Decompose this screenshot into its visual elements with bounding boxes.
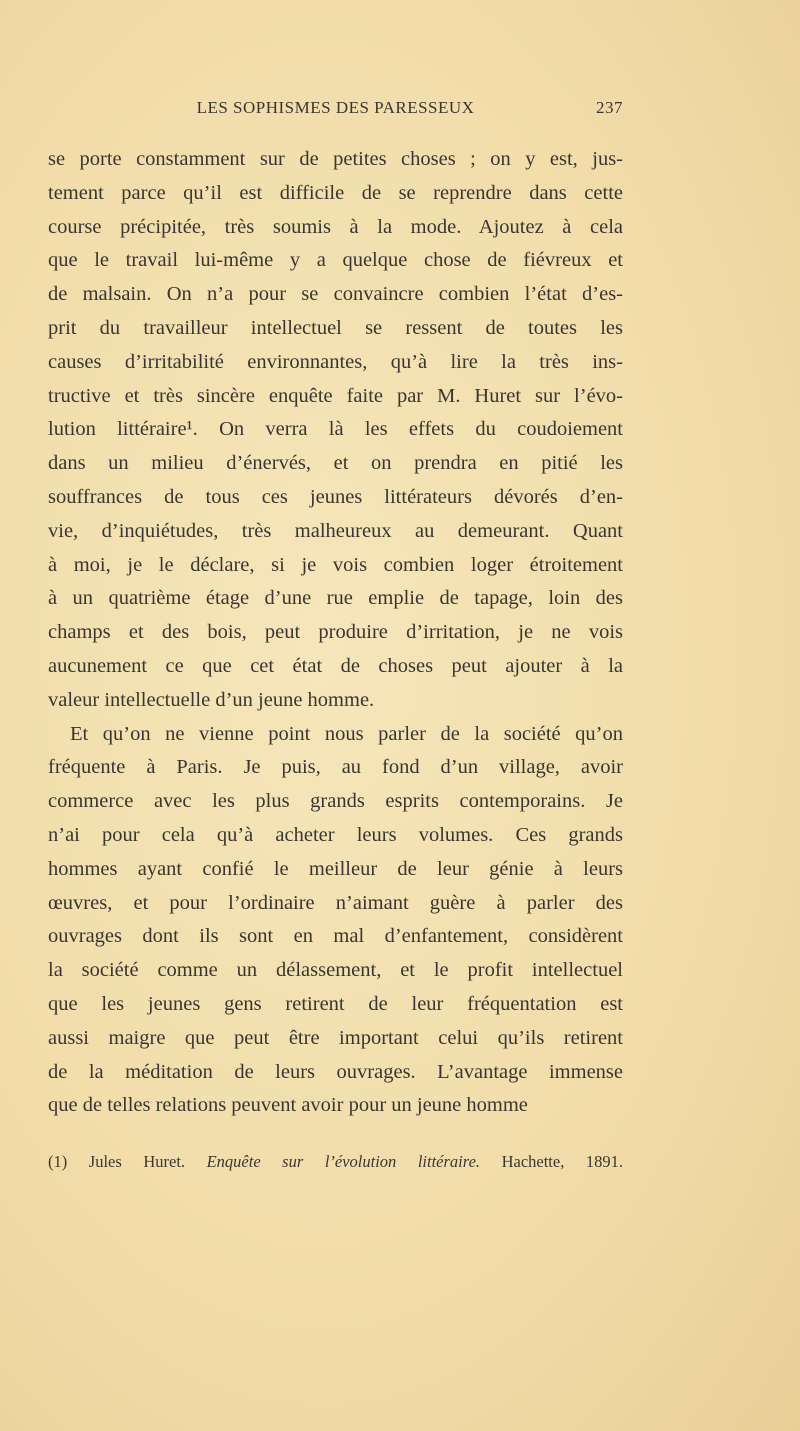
text-line: Et qu’on ne vienne point nous parler de la société qu’on bbox=[70, 722, 623, 745]
text-line: à moi, je le déclare, si je vois combien loger étroitement bbox=[48, 553, 623, 576]
footnote-title: Enquête sur l’évolution littéraire. bbox=[206, 1152, 481, 1171]
text-line: aucunement ce que cet état de choses peut ajouter à la bbox=[48, 654, 623, 677]
text-line: la société comme un délassement, et le profit intellectuel bbox=[48, 959, 623, 982]
text-line: prit du travailleur intellectuel se ressent de toutes les bbox=[48, 316, 623, 339]
body-text bbox=[48, 143, 623, 1123]
text-line: n’ai pour cela qu’à acheter leurs volumes. Ces grands bbox=[48, 823, 623, 846]
text-line: que de telles relations peuvent avoir pour un jeune homme bbox=[48, 1094, 528, 1117]
text-line: œuvres, et pour l’ordinaire n’aimant guère à parler des bbox=[48, 891, 623, 914]
running-header bbox=[48, 98, 623, 124]
text-line: tructive et très sincère enquête faite par M. Huret sur l’évo- bbox=[48, 384, 623, 407]
page-number: 237 bbox=[596, 98, 623, 117]
text-line: lution littéraire¹. On verra là les effets du coudoiement bbox=[48, 418, 623, 441]
text-line: que les jeunes gens retirent de leur fréquentation est bbox=[48, 992, 623, 1015]
text-line: course précipitée, très soumis à la mode. Ajoutez à cela bbox=[48, 215, 623, 238]
text-line: de la méditation de leurs ouvrages. L’avantage immense bbox=[48, 1060, 623, 1083]
text-line: à un quatrième étage d’une rue emplie de tapage, loin des bbox=[48, 587, 623, 610]
text-line: hommes ayant confié le meilleur de leur génie à leurs bbox=[48, 857, 623, 880]
running-title: LES SOPHISMES DES PARESSEUX bbox=[196, 98, 475, 117]
text-line: vie, d’inquiétudes, très malheureux au demeurant. Quant bbox=[48, 519, 623, 542]
footnote bbox=[48, 1152, 623, 1172]
text-line: souffrances de tous ces jeunes littérateurs dévorés d’en- bbox=[48, 485, 623, 508]
text-line: valeur intellectuelle d’un jeune homme. bbox=[48, 688, 375, 711]
text-line: de malsain. On n’a pour se convaincre combien l’état d’es- bbox=[48, 283, 623, 306]
footnote-publisher: Hachette, 1891. bbox=[501, 1152, 624, 1171]
text-line: champs et des bois, peut produire d’irritation, je ne vois bbox=[48, 621, 623, 644]
text-line: aussi maigre que peut être important celui qu’ils retirent bbox=[48, 1026, 623, 1049]
footnote-marker: (1) Jules Huret. bbox=[48, 1152, 186, 1171]
text-line: dans un milieu d’énervés, et on prendra en pitié les bbox=[48, 452, 623, 475]
text-line: commerce avec les plus grands esprits contemporains. Je bbox=[48, 790, 623, 813]
text-line: fréquente à Paris. Je puis, au fond d’un village, avoir bbox=[48, 756, 623, 779]
text-line: se porte constamment sur de petites choses ; on y est, jus- bbox=[48, 148, 623, 170]
text-line: ouvrages dont ils sont en mal d’enfantement, considèrent bbox=[48, 925, 623, 948]
text-line: causes d’irritabilité environnantes, qu’à lire la très ins- bbox=[48, 350, 623, 373]
text-line: que le travail lui-même y a quelque chose de fiévreux et bbox=[48, 249, 623, 272]
text-line: tement parce qu’il est difficile de se reprendre dans cette bbox=[48, 181, 623, 204]
